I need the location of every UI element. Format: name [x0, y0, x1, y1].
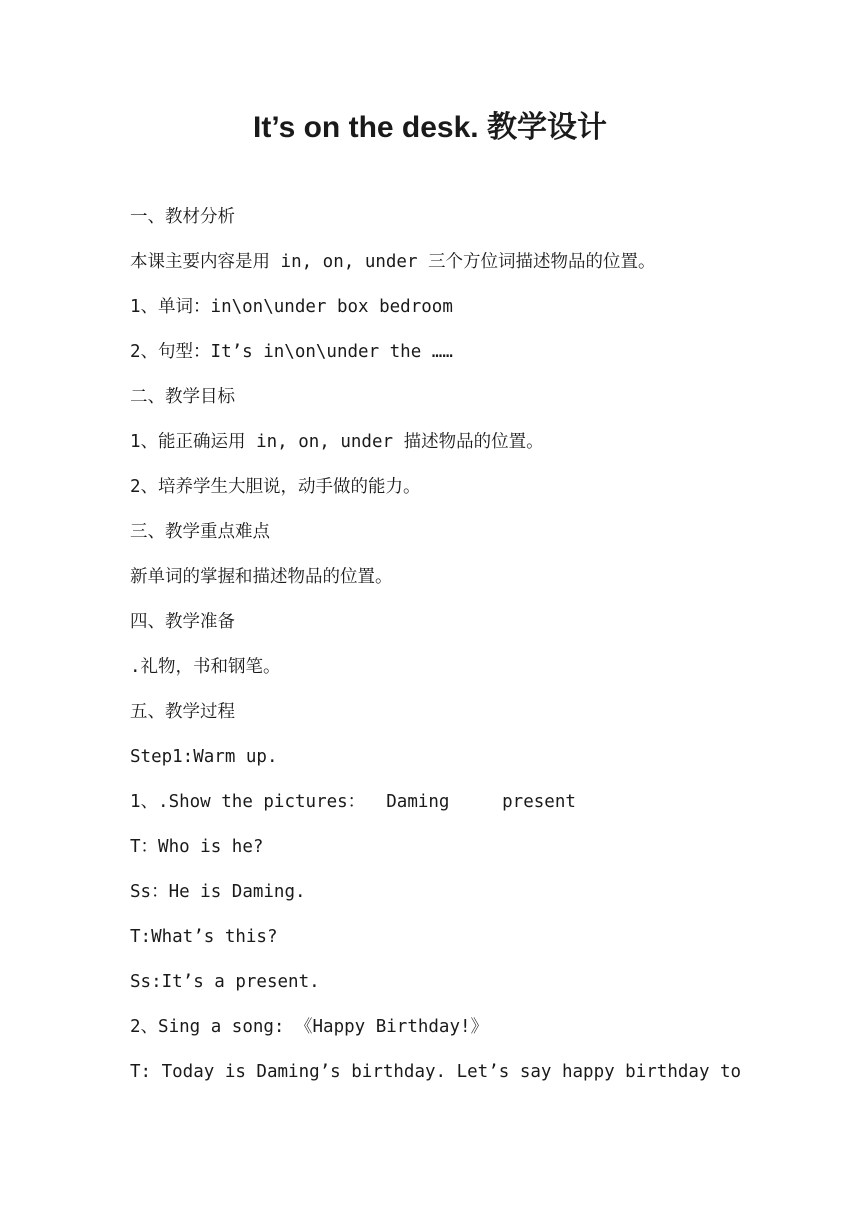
paragraph-key-points: 新单词的掌握和描述物品的位置。: [130, 567, 393, 587]
dialogue-line: T：Who is he?: [130, 837, 264, 857]
section-heading-preparation: 四、教学准备: [130, 612, 235, 632]
document-title: It’s on the desk. 教学设计: [253, 111, 607, 144]
paragraph-content-summary: 本课主要内容是用 in, on, under 三个方位词描述物品的位置。: [130, 252, 656, 272]
section-heading-textbook-analysis: 一、教材分析: [130, 207, 235, 227]
section-heading-teaching-process: 五、教学过程: [130, 702, 235, 722]
dialogue-line: T: Today is Daming’s birthday. Let’s say happy birthday to: [130, 1062, 742, 1082]
section-heading-teaching-goals: 二、教学目标: [130, 387, 235, 407]
paragraph-show-pictures: 1、.Show the pictures： Daming present: [130, 792, 576, 812]
paragraph-vocabulary: 1、单词：in\on\under box bedroom: [130, 297, 453, 317]
dialogue-line: Ss：He is Daming.: [130, 882, 306, 902]
paragraph-preparation: .礼物，书和钢笔。: [130, 657, 281, 677]
document-body: [130, 198, 770, 1098]
paragraph-goal-1: 1、能正确运用 in, on, under 描述物品的位置。: [130, 432, 544, 452]
dialogue-line: T:What’s this?: [130, 927, 278, 947]
paragraph-sing-song: 2、Sing a song: 《Happy Birthday!》: [130, 1017, 489, 1037]
paragraph-sentence-pattern: 2、句型：It’s in\on\under the ……: [130, 342, 453, 362]
step-heading-warm-up: Step1:Warm up.: [130, 747, 278, 767]
paragraph-goal-2: 2、培养学生大胆说，动手做的能力。: [130, 477, 421, 497]
dialogue-line: Ss:It’s a present.: [130, 972, 320, 992]
section-heading-key-points: 三、教学重点难点: [130, 522, 270, 542]
